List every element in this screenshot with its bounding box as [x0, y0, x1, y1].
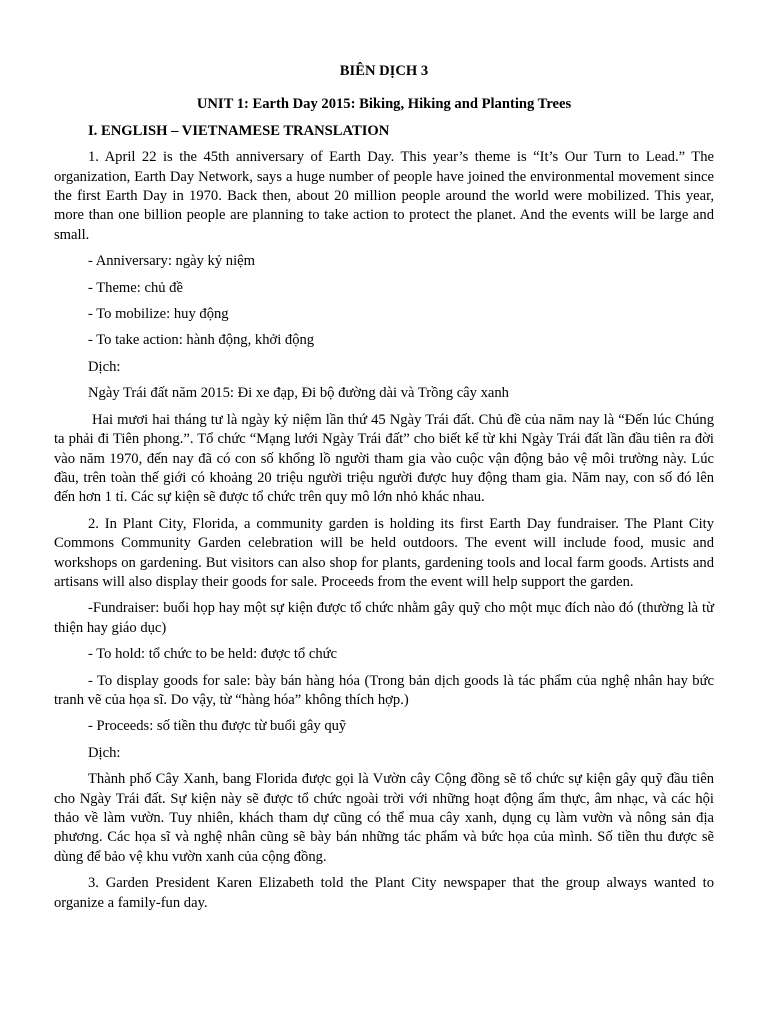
- vocab-item: - To display goods for sale: bày bán hàng hóa (Trong bản dịch goods là tác phẩm của nghệ nhân hay bức tranh vẽ của họa sĩ. Do vậy, từ “hàng hóa” không thích hợp.): [54, 672, 714, 708]
- vocab-item: - To mobilize: huy động: [88, 306, 229, 323]
- document-page: [54, 62, 714, 920]
- paragraph-1-vietnamese: Hai mươi hai tháng tư là ngày kỷ niệm lần thứ 45 Ngày Trái đất. Chủ đề của năm nay là “Đến lúc Chúng ta phải đi Tiên phong.”. Tổ chức “Mạng lưới Ngày Trái đất” cho biết kể từ khi Ngày Trái đất lần đầu tiên ra đời vào năm 1970, đến nay đã có con số khổng lồ người tham gia vào cuộc vận động bảo vệ môi trường này. Lúc đầu, trên toàn thế giới có khoảng 20 triệu người triệu người được huy động tham gia. Năm nay, con số đó lên đến hơn 1 tỉ. Các sự kiện sẽ được tổ chức trên quy mô lớn nhỏ khác nhau.: [54, 411, 714, 506]
- paragraph-1-english: 1. April 22 is the 45th anniversary of Earth Day. This year’s theme is “It’s Our Turn to Lead.” The organization, Earth Day Network, says a huge number of people have joined the environmental movement since the first Earth Day in 1970. Back then, about 20 million people around the world were mobilized. This year, more than one billion people are planning to take action to protect the planet. And the events will be large and small.: [54, 149, 714, 243]
- vocab-item: - To hold: tổ chức to be held: được tổ chức: [88, 646, 338, 663]
- paragraph-2-vietnamese: Thành phố Cây Xanh, bang Florida được gọi là Vườn cây Cộng đồng sẽ tổ chức sự kiện gây quỹ đầu tiên cho Ngày Trái đất. Sự kiện này sẽ được tổ chức ngoài trời với những hoạt động ẩm thực, âm nhạc, và các hội thảo về làm vườn. Tuy nhiên, khách tham dự cũng có thể mua cây xanh, dụng cụ làm vườn và nông sản địa phương. Các họa sĩ và nghệ nhân cũng sẽ bày bán những tác phẩm và bức họa của mình. Số tiền thu được sẽ dùng để bảo vệ khu vườn xanh của cộng đồng.: [54, 771, 714, 865]
- section-heading: I. ENGLISH – VIETNAMESE TRANSLATION: [88, 122, 390, 139]
- vocab-item: - Proceeds: số tiền thu được từ buổi gây quỹ: [88, 718, 347, 735]
- vocab-item: - Anniversary: ngày kỷ niệm: [88, 253, 255, 270]
- paragraph-3-english: 3. Garden President Karen Elizabeth told the Plant City newspaper that the group always wanted to organize a family-fun day.: [54, 875, 714, 911]
- translation-title: Ngày Trái đất năm 2015: Đi xe đạp, Đi bộ đường dài và Trồng cây xanh: [88, 385, 509, 402]
- vocab-item: - Theme: chủ đề: [88, 279, 183, 296]
- vocab-item: - To take action: hành động, khởi động: [88, 332, 315, 349]
- paragraph-2-english: 2. In Plant City, Florida, a community garden is holding its first Earth Day fundraiser. The Plant City Commons Community Garden celebration will be held outdoors. The event will include food, music and workshops on gardening. But visitors can also shop for plants, gardening tools and local farm goods. Artists and artisans will also display their goods for sale. Proceeds from the event will help support the garden.: [54, 515, 714, 590]
- translation-label: Dịch:: [88, 358, 121, 375]
- vocab-item: -Fundraiser: buổi họp hay một sự kiện được tổ chức nhằm gây quỹ cho một mục đích nào đó (thường là từ thiện hay giáo dục): [54, 600, 714, 636]
- document-title: BIÊN DỊCH 3: [339, 63, 429, 79]
- translation-label: Dịch:: [88, 744, 121, 761]
- unit-heading: UNIT 1: Earth Day 2015: Biking, Hiking and Planting Trees: [196, 96, 572, 113]
